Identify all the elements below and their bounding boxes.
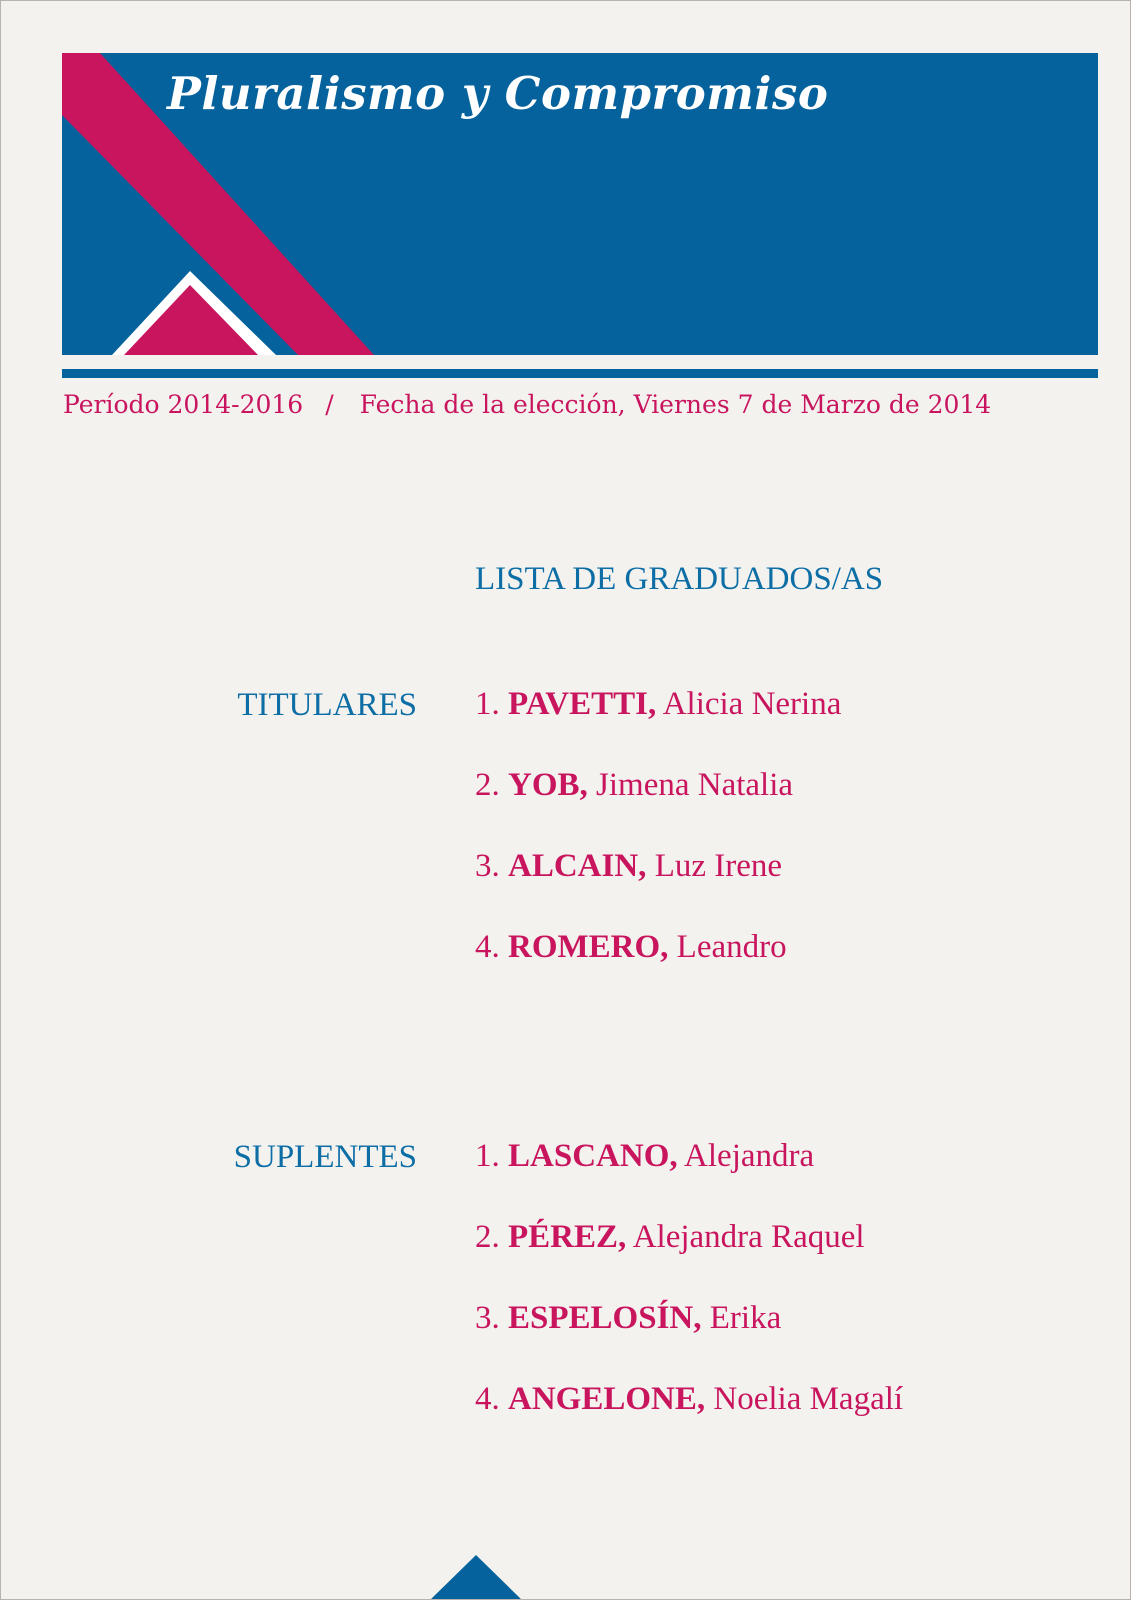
period-text: Período 2014-2016 bbox=[63, 390, 304, 419]
list-item bbox=[475, 927, 841, 1008]
list-item bbox=[475, 1379, 903, 1460]
entry-surname: YOB, bbox=[508, 767, 588, 803]
entry-number: 4. bbox=[475, 929, 500, 965]
entry-surname: ALCAIN, bbox=[508, 848, 647, 884]
entry-number: 2. bbox=[475, 767, 500, 803]
entry-number: 1. bbox=[475, 686, 500, 722]
list-item bbox=[475, 765, 841, 846]
entry-given-name: Leandro bbox=[676, 929, 787, 965]
suplentes-list bbox=[475, 1136, 903, 1460]
header-banner bbox=[62, 53, 1098, 355]
entry-number: 2. bbox=[475, 1219, 500, 1255]
titulares-list bbox=[475, 684, 841, 1008]
separator: / bbox=[325, 390, 334, 419]
suplentes-label: SUPLENTES bbox=[233, 1139, 417, 1175]
entry-given-name: Luz Irene bbox=[654, 848, 783, 884]
entry-number: 1. bbox=[475, 1138, 500, 1174]
list-item bbox=[475, 1217, 903, 1298]
banner-title: Pluralismo y Compromiso bbox=[167, 67, 829, 120]
entry-number: 3. bbox=[475, 1300, 500, 1336]
entry-surname: PÉREZ, bbox=[508, 1219, 627, 1255]
list-item bbox=[475, 684, 841, 765]
banner-divider-rule bbox=[62, 369, 1098, 378]
entry-surname: PAVETTI, bbox=[508, 686, 657, 722]
bottom-triangle-decoration bbox=[429, 1541, 523, 1600]
entry-given-name: Alicia Nerina bbox=[662, 686, 842, 722]
period-and-date-line bbox=[63, 390, 1103, 419]
list-item bbox=[475, 846, 841, 927]
list-heading: LISTA DE GRADUADOS/AS bbox=[475, 561, 884, 597]
election-date-text: Fecha de la elección, Viernes 7 de Marzo de 2014 bbox=[359, 390, 992, 419]
entry-given-name: Jimena Natalia bbox=[596, 767, 794, 803]
entry-given-name: Noelia Magalí bbox=[713, 1381, 904, 1417]
entry-given-name: Erika bbox=[709, 1300, 782, 1336]
entry-surname: LASCANO, bbox=[508, 1138, 678, 1174]
entry-number: 3. bbox=[475, 848, 500, 884]
entry-surname: ANGELONE, bbox=[508, 1381, 706, 1417]
entry-given-name: Alejandra Raquel bbox=[632, 1219, 865, 1255]
entry-number: 4. bbox=[475, 1381, 500, 1417]
titulares-label: TITULARES bbox=[237, 687, 417, 723]
entry-given-name: Alejandra bbox=[684, 1138, 815, 1174]
list-item bbox=[475, 1298, 903, 1379]
entry-surname: ROMERO, bbox=[508, 929, 669, 965]
list-item bbox=[475, 1136, 903, 1217]
entry-surname: ESPELOSÍN, bbox=[508, 1300, 702, 1336]
